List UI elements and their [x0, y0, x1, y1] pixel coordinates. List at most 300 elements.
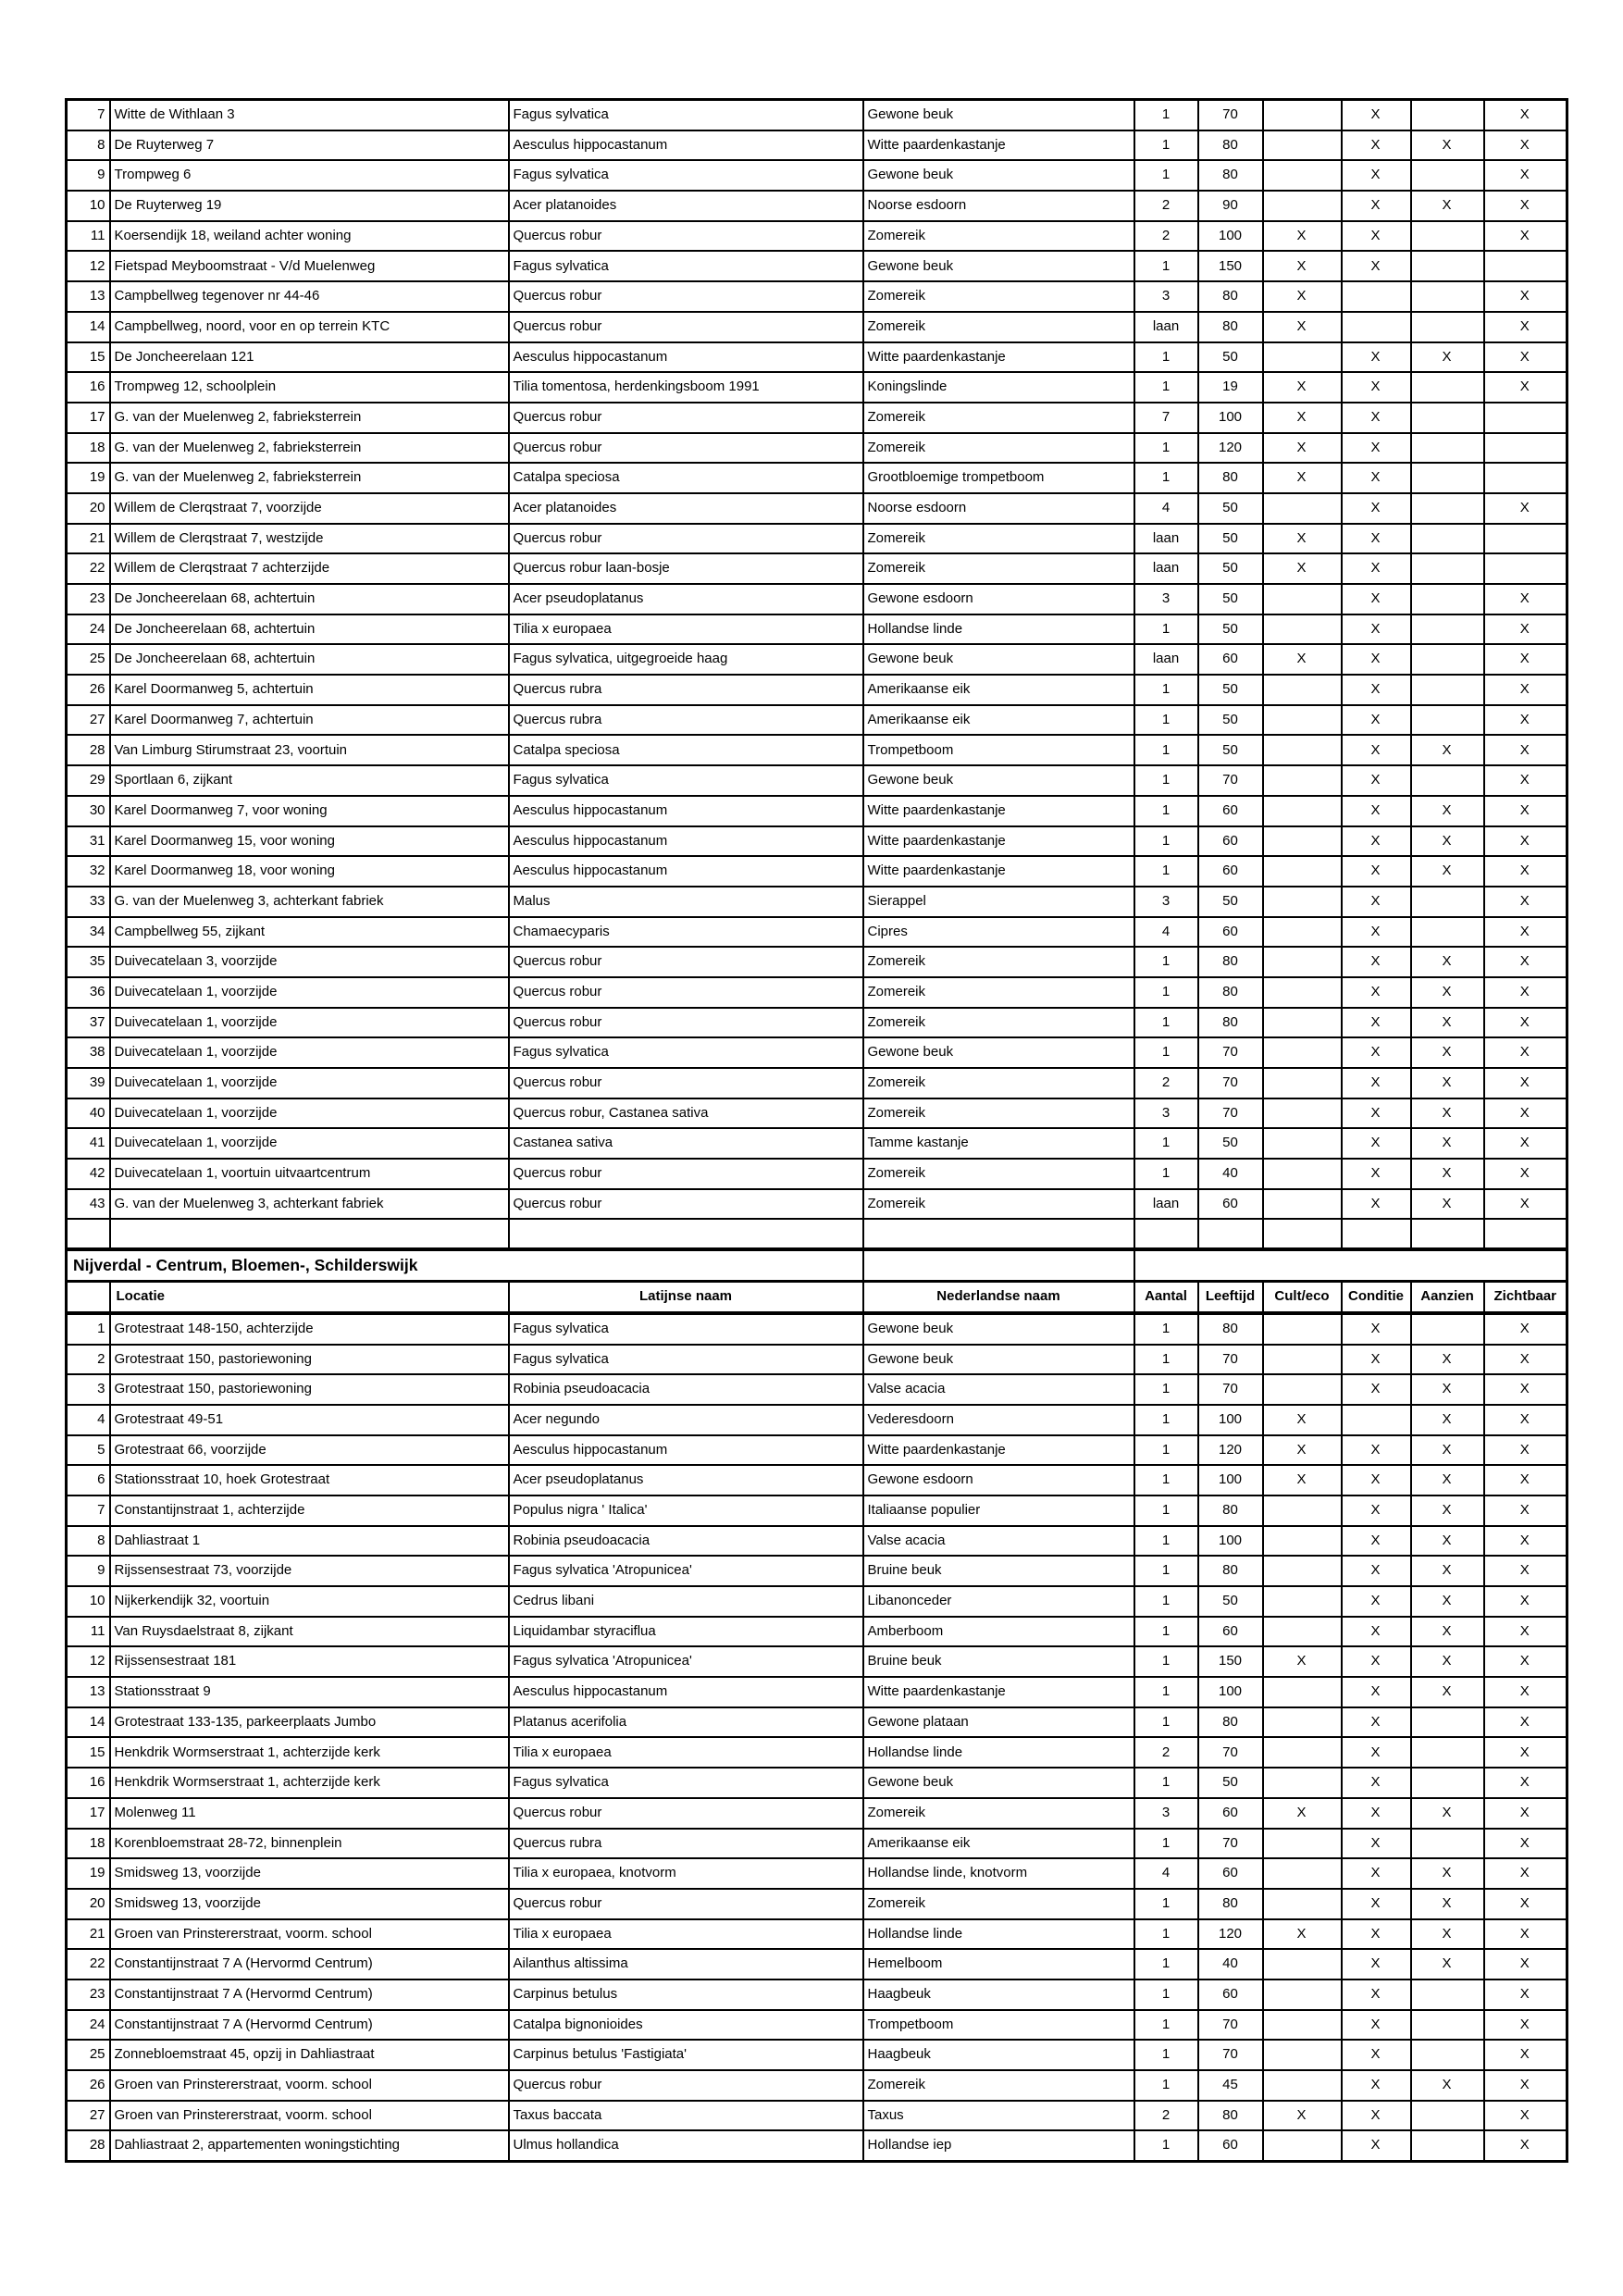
empty-cell	[110, 1219, 509, 1249]
cell-latijnse-naam: Carpinus betulus	[509, 1980, 863, 2010]
cell-aanzien-mark	[1411, 2101, 1484, 2131]
header-locatie: Locatie	[110, 1282, 509, 1313]
cell-conditie-mark: X	[1342, 1617, 1411, 1647]
cell-row-number: 36	[67, 977, 110, 1008]
cell-conditie-mark: X	[1342, 463, 1411, 493]
cell-aantal: 1	[1134, 1949, 1198, 1980]
cell-aanzien-mark: X	[1411, 947, 1484, 977]
cell-aantal: 1	[1134, 1345, 1198, 1375]
cell-aantal: 1	[1134, 735, 1198, 765]
cell-conditie-mark: X	[1342, 1586, 1411, 1617]
cell-aanzien-mark	[1411, 1707, 1484, 1738]
cell-aanzien-mark	[1411, 160, 1484, 191]
cell-aanzien-mark: X	[1411, 1677, 1484, 1707]
cell-nederlandse-naam: Gewone beuk	[863, 100, 1134, 130]
section-title: Nijverdal - Centrum, Bloemen-, Schilderswijk	[67, 1249, 863, 1281]
table-row	[67, 403, 1567, 433]
cell-aantal: 3	[1134, 281, 1198, 312]
cell-leeftijd: 60	[1198, 1617, 1263, 1647]
cell-aantal: 7	[1134, 403, 1198, 433]
cell-aanzien-mark: X	[1411, 1617, 1484, 1647]
cell-zichtbaar-mark: X	[1484, 1435, 1567, 1466]
cell-aanzien-mark	[1411, 917, 1484, 948]
table-row	[67, 342, 1567, 373]
cell-aanzien-mark	[1411, 887, 1484, 917]
cell-conditie-mark: X	[1342, 1313, 1411, 1345]
cell-latijnse-naam: Quercus rubra	[509, 1829, 863, 1859]
cell-nederlandse-naam: Witte paardenkastanje	[863, 796, 1134, 826]
cell-row-number: 11	[67, 221, 110, 252]
cell-leeftijd: 70	[1198, 1737, 1263, 1768]
cell-latijnse-naam: Catalpa bignonioides	[509, 2010, 863, 2041]
cell-zichtbaar-mark: X	[1484, 221, 1567, 252]
cell-conditie-mark: X	[1342, 342, 1411, 373]
cell-zichtbaar-mark: X	[1484, 1037, 1567, 1068]
empty-cell	[1198, 1219, 1263, 1249]
cell-aantal: 1	[1134, 977, 1198, 1008]
cell-nederlandse-naam: Bruine beuk	[863, 1646, 1134, 1677]
cell-latijnse-naam: Fagus sylvatica	[509, 160, 863, 191]
cell-row-number: 16	[67, 1768, 110, 1798]
cell-zichtbaar-mark: X	[1484, 1159, 1567, 1189]
cell-nederlandse-naam: Italiaanse populier	[863, 1496, 1134, 1526]
cell-nederlandse-naam: Gewone beuk	[863, 1037, 1134, 1068]
cell-row-number: 18	[67, 433, 110, 464]
cell-aanzien-mark: X	[1411, 1068, 1484, 1098]
table-row	[67, 1128, 1567, 1159]
cell-row-number: 26	[67, 2070, 110, 2101]
cell-aanzien-mark: X	[1411, 977, 1484, 1008]
cell-locatie: Karel Doormanweg 5, achtertuin	[110, 675, 509, 705]
cell-locatie: Karel Doormanweg 15, voor woning	[110, 826, 509, 857]
cell-row-number: 14	[67, 1707, 110, 1738]
cell-conditie-mark: X	[1342, 1189, 1411, 1220]
cell-aanzien-mark: X	[1411, 342, 1484, 373]
cell-latijnse-naam: Acer platanoides	[509, 493, 863, 524]
cell-cult-eco-mark	[1263, 1889, 1342, 1919]
cell-conditie-mark: X	[1342, 887, 1411, 917]
table-row	[67, 1435, 1567, 1466]
cell-conditie-mark: X	[1342, 2070, 1411, 2101]
cell-leeftijd: 80	[1198, 1556, 1263, 1586]
cell-aanzien-mark	[1411, 614, 1484, 645]
cell-latijnse-naam: Quercus robur	[509, 403, 863, 433]
cell-locatie: Duivecatelaan 1, voorzijde	[110, 1128, 509, 1159]
cell-aanzien-mark: X	[1411, 1496, 1484, 1526]
cell-row-number: 22	[67, 553, 110, 584]
cell-nederlandse-naam: Zomereik	[863, 553, 1134, 584]
cell-leeftijd: 80	[1198, 160, 1263, 191]
cell-zichtbaar-mark: X	[1484, 675, 1567, 705]
cell-cult-eco-mark	[1263, 1098, 1342, 1129]
cell-zichtbaar-mark: X	[1484, 1128, 1567, 1159]
cell-locatie: Nijkerkendijk 32, voortuin	[110, 1586, 509, 1617]
cell-aantal: 1	[1134, 1435, 1198, 1466]
cell-leeftijd: 70	[1198, 1037, 1263, 1068]
cell-latijnse-naam: Quercus robur	[509, 1798, 863, 1829]
cell-latijnse-naam: Castanea sativa	[509, 1128, 863, 1159]
cell-row-number: 8	[67, 130, 110, 161]
table-row	[67, 463, 1567, 493]
header-nederlandse-naam: Nederlandse naam	[863, 1282, 1134, 1313]
cell-zichtbaar-mark: X	[1484, 1798, 1567, 1829]
cell-leeftijd: 50	[1198, 1586, 1263, 1617]
cell-conditie-mark: X	[1342, 2040, 1411, 2070]
table-row	[67, 493, 1567, 524]
table-row	[67, 917, 1567, 948]
table-row	[67, 796, 1567, 826]
cell-aanzien-mark	[1411, 100, 1484, 130]
cell-conditie-mark: X	[1342, 1008, 1411, 1038]
cell-row-number: 7	[67, 1496, 110, 1526]
table-row	[67, 887, 1567, 917]
cell-nederlandse-naam: Zomereik	[863, 524, 1134, 554]
cell-zichtbaar-mark: X	[1484, 977, 1567, 1008]
cell-row-number: 11	[67, 1617, 110, 1647]
table-row	[67, 1949, 1567, 1980]
cell-nederlandse-naam: Tamme kastanje	[863, 1128, 1134, 1159]
cell-aantal: 1	[1134, 826, 1198, 857]
cell-locatie: Constantijnstraat 7 A (Hervormd Centrum)	[110, 1949, 509, 1980]
cell-conditie-mark: X	[1342, 826, 1411, 857]
cell-locatie: Campbellweg, noord, voor en op terrein KTC	[110, 312, 509, 342]
cell-latijnse-naam: Ailanthus altissima	[509, 1949, 863, 1980]
cell-row-number: 15	[67, 1737, 110, 1768]
cell-locatie: Karel Doormanweg 18, voor woning	[110, 856, 509, 887]
cell-zichtbaar-mark	[1484, 524, 1567, 554]
cell-row-number: 28	[67, 2130, 110, 2161]
cell-conditie-mark: X	[1342, 1768, 1411, 1798]
cell-nederlandse-naam: Valse acacia	[863, 1374, 1134, 1405]
cell-cult-eco-mark	[1263, 130, 1342, 161]
cell-conditie-mark: X	[1342, 493, 1411, 524]
cell-latijnse-naam: Aesculus hippocastanum	[509, 856, 863, 887]
table-row	[67, 826, 1567, 857]
cell-latijnse-naam: Aesculus hippocastanum	[509, 342, 863, 373]
cell-aanzien-mark: X	[1411, 1435, 1484, 1466]
cell-leeftijd: 19	[1198, 372, 1263, 403]
cell-cult-eco-mark	[1263, 1707, 1342, 1738]
cell-aanzien-mark: X	[1411, 735, 1484, 765]
cell-zichtbaar-mark: X	[1484, 1526, 1567, 1557]
cell-aantal: 3	[1134, 584, 1198, 614]
table-row	[67, 281, 1567, 312]
cell-leeftijd: 70	[1198, 1098, 1263, 1129]
cell-conditie-mark: X	[1342, 735, 1411, 765]
cell-latijnse-naam: Quercus robur, Castanea sativa	[509, 1098, 863, 1129]
cell-conditie-mark: X	[1342, 917, 1411, 948]
cell-row-number: 27	[67, 705, 110, 736]
cell-latijnse-naam: Fagus sylvatica, uitgegroeide haag	[509, 644, 863, 675]
cell-row-number: 6	[67, 1465, 110, 1496]
cell-conditie-mark: X	[1342, 947, 1411, 977]
cell-row-number: 4	[67, 1405, 110, 1435]
cell-cult-eco-mark: X	[1263, 463, 1342, 493]
cell-latijnse-naam: Quercus rubra	[509, 705, 863, 736]
cell-zichtbaar-mark	[1484, 251, 1567, 281]
cell-aantal: laan	[1134, 644, 1198, 675]
cell-zichtbaar-mark: X	[1484, 342, 1567, 373]
table-row	[67, 856, 1567, 887]
cell-aantal: 1	[1134, 1159, 1198, 1189]
cell-latijnse-naam: Quercus robur	[509, 433, 863, 464]
cell-latijnse-naam: Quercus robur	[509, 524, 863, 554]
cell-aantal: 3	[1134, 1798, 1198, 1829]
cell-aantal: 1	[1134, 2010, 1198, 2041]
cell-aanzien-mark	[1411, 524, 1484, 554]
cell-conditie-mark: X	[1342, 1737, 1411, 1768]
table-row	[67, 675, 1567, 705]
cell-latijnse-naam: Fagus sylvatica	[509, 1037, 863, 1068]
cell-aantal: 1	[1134, 1526, 1198, 1557]
cell-conditie-mark: X	[1342, 1889, 1411, 1919]
cell-nederlandse-naam: Bruine beuk	[863, 1556, 1134, 1586]
table-row	[67, 1526, 1567, 1557]
cell-aantal: 1	[1134, 705, 1198, 736]
cell-aantal: laan	[1134, 553, 1198, 584]
table-row	[67, 947, 1567, 977]
cell-latijnse-naam: Quercus robur	[509, 281, 863, 312]
cell-row-number: 23	[67, 1980, 110, 2010]
cell-aanzien-mark	[1411, 463, 1484, 493]
cell-cult-eco-mark	[1263, 1617, 1342, 1647]
cell-aantal: 2	[1134, 1737, 1198, 1768]
cell-latijnse-naam: Robinia pseudoacacia	[509, 1526, 863, 1557]
cell-nederlandse-naam: Gewone beuk	[863, 251, 1134, 281]
cell-zichtbaar-mark: X	[1484, 826, 1567, 857]
cell-row-number: 21	[67, 1919, 110, 1950]
cell-latijnse-naam: Quercus robur	[509, 1189, 863, 1220]
cell-zichtbaar-mark: X	[1484, 1889, 1567, 1919]
table-row	[67, 1159, 1567, 1189]
cell-aantal: 1	[1134, 614, 1198, 645]
table-row	[67, 1586, 1567, 1617]
table-row	[67, 2101, 1567, 2131]
cell-zichtbaar-mark: X	[1484, 191, 1567, 221]
cell-aantal: 1	[1134, 2040, 1198, 2070]
cell-zichtbaar-mark: X	[1484, 2010, 1567, 2041]
cell-locatie: Duivecatelaan 1, voorzijde	[110, 1098, 509, 1129]
cell-leeftijd: 50	[1198, 675, 1263, 705]
table-row	[67, 1858, 1567, 1889]
cell-cult-eco-mark	[1263, 1556, 1342, 1586]
cell-aanzien-mark	[1411, 765, 1484, 796]
cell-leeftijd: 60	[1198, 856, 1263, 887]
cell-zichtbaar-mark	[1484, 553, 1567, 584]
cell-cult-eco-mark: X	[1263, 2101, 1342, 2131]
table-row	[67, 2010, 1567, 2041]
cell-leeftijd: 50	[1198, 493, 1263, 524]
cell-conditie-mark: X	[1342, 1949, 1411, 1980]
cell-row-number: 7	[67, 100, 110, 130]
cell-aantal: 1	[1134, 251, 1198, 281]
cell-conditie-mark: X	[1342, 1829, 1411, 1859]
cell-row-number: 8	[67, 1526, 110, 1557]
cell-row-number: 24	[67, 2010, 110, 2041]
cell-zichtbaar-mark: X	[1484, 1707, 1567, 1738]
cell-zichtbaar-mark: X	[1484, 372, 1567, 403]
cell-cult-eco-mark	[1263, 160, 1342, 191]
cell-aantal: 1	[1134, 1980, 1198, 2010]
cell-zichtbaar-mark: X	[1484, 1617, 1567, 1647]
cell-leeftijd: 80	[1198, 947, 1263, 977]
cell-conditie-mark: X	[1342, 1646, 1411, 1677]
cell-nederlandse-naam: Hollandse linde	[863, 1919, 1134, 1950]
cell-aantal: 1	[1134, 1128, 1198, 1159]
header-zichtbaar: Zichtbaar	[1484, 1282, 1567, 1313]
cell-latijnse-naam: Fagus sylvatica	[509, 1768, 863, 1798]
cell-aantal: 1	[1134, 856, 1198, 887]
cell-leeftijd: 100	[1198, 1465, 1263, 1496]
cell-leeftijd: 100	[1198, 221, 1263, 252]
cell-nederlandse-naam: Gewone beuk	[863, 160, 1134, 191]
cell-cult-eco-mark	[1263, 1128, 1342, 1159]
cell-locatie: Henkdrik Wormserstraat 1, achterzijde kerk	[110, 1768, 509, 1798]
cell-locatie: Van Ruysdaelstraat 8, zijkant	[110, 1617, 509, 1647]
table-row	[67, 705, 1567, 736]
table-row	[67, 221, 1567, 252]
cell-aantal: 1	[1134, 160, 1198, 191]
cell-aanzien-mark: X	[1411, 1345, 1484, 1375]
cell-locatie: Grotestraat 49-51	[110, 1405, 509, 1435]
cell-latijnse-naam: Fagus sylvatica	[509, 1345, 863, 1375]
cell-row-number: 3	[67, 1374, 110, 1405]
cell-conditie-mark: X	[1342, 1128, 1411, 1159]
cell-aantal: 1	[1134, 1768, 1198, 1798]
cell-locatie: De Ruyterweg 19	[110, 191, 509, 221]
cell-locatie: Grotestraat 133-135, parkeerplaats Jumbo	[110, 1707, 509, 1738]
cell-cult-eco-mark	[1263, 1829, 1342, 1859]
cell-aantal: 3	[1134, 887, 1198, 917]
cell-nederlandse-naam: Noorse esdoorn	[863, 493, 1134, 524]
cell-conditie-mark: X	[1342, 130, 1411, 161]
cell-nederlandse-naam: Noorse esdoorn	[863, 191, 1134, 221]
cell-nederlandse-naam: Zomereik	[863, 1798, 1134, 1829]
cell-locatie: Groen van Prinstererstraat, voorm. school	[110, 2101, 509, 2131]
cell-conditie-mark: X	[1342, 372, 1411, 403]
cell-conditie-mark: X	[1342, 100, 1411, 130]
cell-aanzien-mark: X	[1411, 1556, 1484, 1586]
cell-latijnse-naam: Quercus robur	[509, 947, 863, 977]
cell-conditie-mark: X	[1342, 2101, 1411, 2131]
table-row	[67, 1617, 1567, 1647]
cell-nederlandse-naam: Cipres	[863, 917, 1134, 948]
cell-leeftijd: 60	[1198, 1189, 1263, 1220]
cell-leeftijd: 80	[1198, 312, 1263, 342]
cell-aantal: 2	[1134, 1068, 1198, 1098]
cell-nederlandse-naam: Amberboom	[863, 1617, 1134, 1647]
cell-conditie-mark: X	[1342, 1068, 1411, 1098]
cell-cult-eco-mark	[1263, 100, 1342, 130]
cell-leeftijd: 70	[1198, 1068, 1263, 1098]
cell-aanzien-mark: X	[1411, 1646, 1484, 1677]
cell-leeftijd: 120	[1198, 433, 1263, 464]
empty-cell	[509, 1219, 863, 1249]
section-title-row	[67, 1249, 1567, 1281]
cell-aantal: 1	[1134, 1008, 1198, 1038]
cell-zichtbaar-mark: X	[1484, 735, 1567, 765]
cell-nederlandse-naam: Zomereik	[863, 221, 1134, 252]
cell-cult-eco-mark	[1263, 1526, 1342, 1557]
cell-aantal: 1	[1134, 1919, 1198, 1950]
cell-aanzien-mark	[1411, 1313, 1484, 1345]
cell-aantal: 1	[1134, 1313, 1198, 1345]
cell-aanzien-mark	[1411, 1768, 1484, 1798]
cell-leeftijd: 50	[1198, 524, 1263, 554]
cell-zichtbaar-mark: X	[1484, 705, 1567, 736]
cell-zichtbaar-mark: X	[1484, 765, 1567, 796]
empty-cell	[1342, 1219, 1411, 1249]
cell-conditie-mark: X	[1342, 1465, 1411, 1496]
table-row	[67, 372, 1567, 403]
table-row	[67, 1707, 1567, 1738]
cell-leeftijd: 120	[1198, 1919, 1263, 1950]
cell-cult-eco-mark: X	[1263, 251, 1342, 281]
cell-latijnse-naam: Malus	[509, 887, 863, 917]
cell-locatie: Grotestraat 66, voorzijde	[110, 1435, 509, 1466]
cell-latijnse-naam: Taxus baccata	[509, 2101, 863, 2131]
cell-leeftijd: 100	[1198, 1405, 1263, 1435]
cell-aanzien-mark	[1411, 221, 1484, 252]
cell-aanzien-mark	[1411, 553, 1484, 584]
table-row	[67, 1919, 1567, 1950]
cell-aanzien-mark	[1411, 281, 1484, 312]
cell-aanzien-mark	[1411, 1737, 1484, 1768]
table-row	[67, 1496, 1567, 1526]
cell-row-number: 43	[67, 1189, 110, 1220]
cell-cult-eco-mark	[1263, 826, 1342, 857]
table-row	[67, 1037, 1567, 1068]
cell-aantal: 1	[1134, 1405, 1198, 1435]
header-conditie: Conditie	[1342, 1282, 1411, 1313]
cell-row-number: 42	[67, 1159, 110, 1189]
cell-aanzien-mark: X	[1411, 796, 1484, 826]
cell-nederlandse-naam: Zomereik	[863, 1008, 1134, 1038]
cell-cult-eco-mark: X	[1263, 524, 1342, 554]
cell-aantal: 1	[1134, 1465, 1198, 1496]
cell-nederlandse-naam: Witte paardenkastanje	[863, 1435, 1134, 1466]
cell-aanzien-mark	[1411, 2130, 1484, 2161]
cell-locatie: G. van der Muelenweg 2, fabrieksterrein	[110, 433, 509, 464]
cell-latijnse-naam: Chamaecyparis	[509, 917, 863, 948]
cell-cult-eco-mark: X	[1263, 644, 1342, 675]
cell-row-number: 26	[67, 675, 110, 705]
cell-zichtbaar-mark	[1484, 463, 1567, 493]
cell-conditie-mark: X	[1342, 160, 1411, 191]
cell-aantal: 1	[1134, 1496, 1198, 1526]
cell-leeftijd: 60	[1198, 826, 1263, 857]
cell-conditie-mark: X	[1342, 191, 1411, 221]
cell-cult-eco-mark	[1263, 1858, 1342, 1889]
cell-latijnse-naam: Tilia x europaea	[509, 614, 863, 645]
cell-conditie-mark: X	[1342, 1098, 1411, 1129]
table-row	[67, 1677, 1567, 1707]
cell-aanzien-mark	[1411, 2010, 1484, 2041]
cell-leeftijd: 50	[1198, 887, 1263, 917]
cell-nederlandse-naam: Amerikaanse eik	[863, 705, 1134, 736]
cell-conditie-mark	[1342, 281, 1411, 312]
cell-zichtbaar-mark: X	[1484, 947, 1567, 977]
cell-aantal: 1	[1134, 1037, 1198, 1068]
cell-row-number: 19	[67, 463, 110, 493]
header-leeftijd: Leeftijd	[1198, 1282, 1263, 1313]
empty-row	[67, 1219, 1567, 1249]
cell-cult-eco-mark: X	[1263, 403, 1342, 433]
cell-leeftijd: 60	[1198, 2130, 1263, 2161]
cell-cult-eco-mark	[1263, 1586, 1342, 1617]
cell-conditie-mark: X	[1342, 433, 1411, 464]
cell-latijnse-naam: Quercus robur	[509, 221, 863, 252]
